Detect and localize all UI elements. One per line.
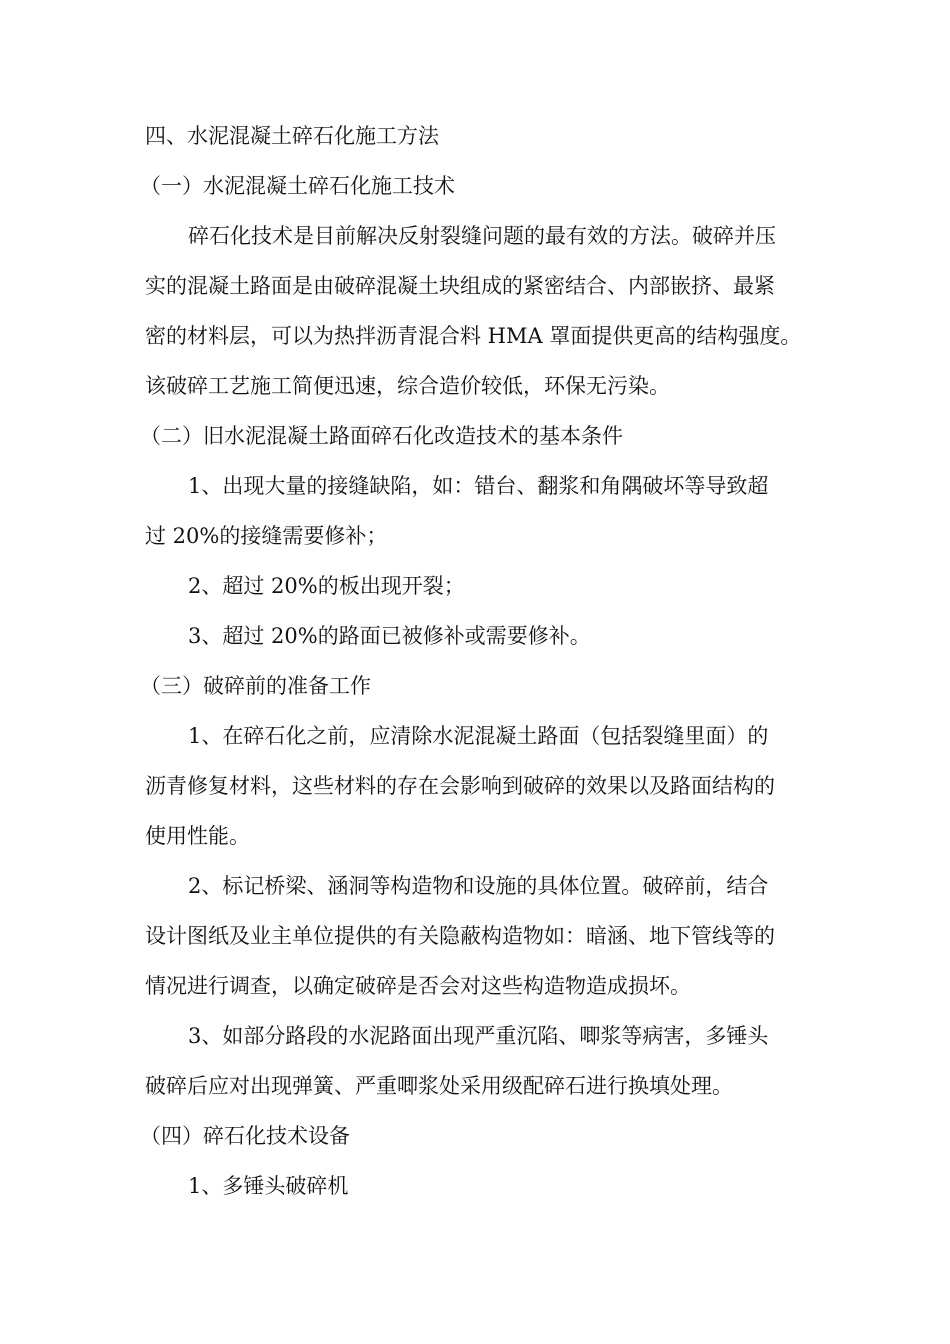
list-item-line: 3、超过 20%的路面已被修补或需要修补。 [188,624,591,648]
paragraph-line: 实的混凝土路面是由破碎混凝土块组成的紧密结合、内部嵌挤、最紧 [145,274,775,298]
list-item-line: 1、在碎石化之前，应清除水泥混凝土路面（包括裂缝里面）的 [188,724,769,748]
list-item-line: 1、多锤头破碎机 [188,1174,349,1198]
list-item-line: 2、标记桥梁、涵洞等构造物和设施的具体位置。破碎前，结合 [188,874,769,898]
list-item-line: 2、超过 20%的板出现开裂； [188,574,465,598]
list-item-line: 过 20%的接缝需要修补； [145,524,388,548]
section-2-title: （二）旧水泥混凝土路面碎石化改造技术的基本条件 [140,424,623,448]
paragraph-line: 密的材料层，可以为热拌沥青混合料 HMA 罩面提供更高的结构强度。 [145,324,802,348]
section-3-title: （三）破碎前的准备工作 [140,674,371,698]
section-1-title: （一）水泥混凝土碎石化施工技术 [140,174,455,198]
list-item-line: 设计图纸及业主单位提供的有关隐蔽构造物如：暗涵、地下管线等的 [145,924,775,948]
paragraph-line: 碎石化技术是目前解决反射裂缝问题的最有效的方法。破碎并压 [188,224,776,248]
paragraph-line: 该破碎工艺施工简便迅速，综合造价较低，环保无污染。 [145,374,670,398]
list-item-line: 使用性能。 [145,824,250,848]
section-4-title: （四）碎石化技术设备 [140,1124,350,1148]
list-item-line: 3、如部分路段的水泥路面出现严重沉陷、唧浆等病害，多锤头 [188,1024,769,1048]
list-item-line: 情况进行调查，以确定破碎是否会对这些构造物造成损坏。 [145,974,691,998]
main-heading: 四、水泥混凝土碎石化施工方法 [145,124,439,148]
list-item-line: 破碎后应对出现弹簧、严重唧浆处采用级配碎石进行换填处理。 [145,1074,733,1098]
list-item-line: 1、出现大量的接缝缺陷，如：错台、翻浆和角隅破坏等导致超 [188,474,769,498]
list-item-line: 沥青修复材料，这些材料的存在会影响到破碎的效果以及路面结构的 [145,774,775,798]
